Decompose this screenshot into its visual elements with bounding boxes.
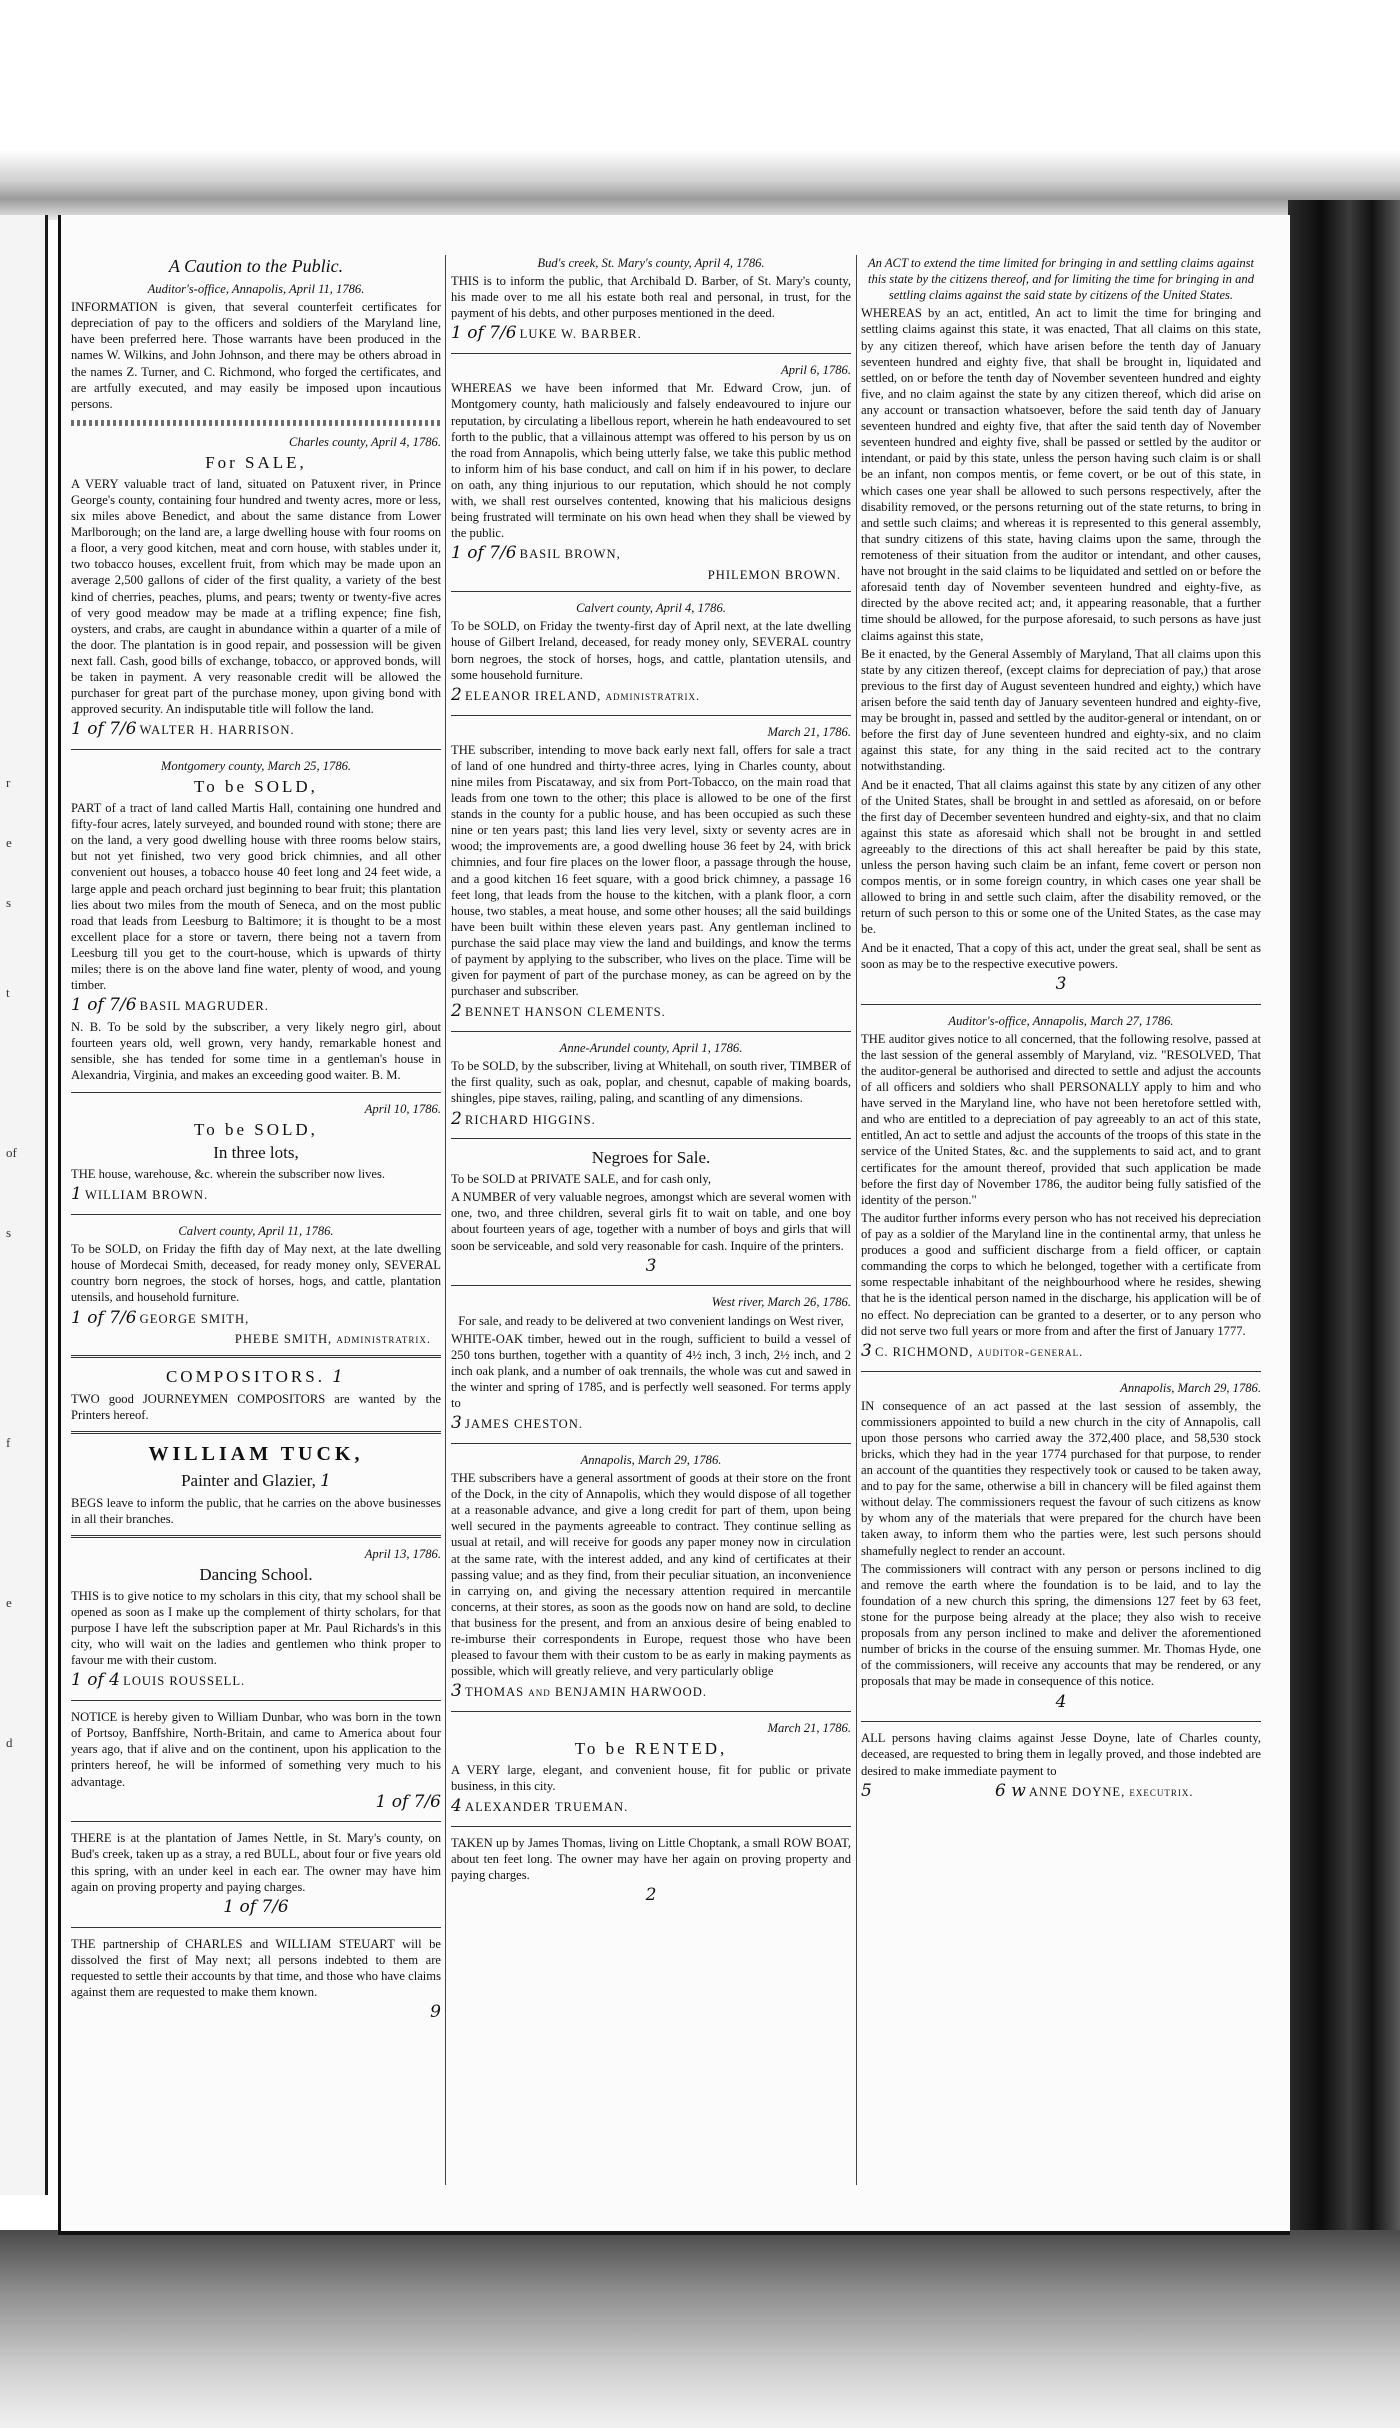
dateline: Anne-Arundel county, April 1, 1786. [559, 1041, 743, 1056]
dateline: Montgomery county, March 25, 1786. [160, 759, 352, 774]
strip-fragment: e [6, 1595, 12, 1610]
dateline: Annapolis, March 29, 1786. [1120, 1380, 1261, 1395]
strip-fragment: s [6, 1225, 12, 1240]
white-oak-ad [451, 1294, 851, 1435]
signature: GEORGE SMITH, [139, 1311, 250, 1326]
rule [451, 1443, 851, 1444]
scan-bottom-margin [0, 2230, 1400, 2428]
handwritten-mark: 2 [451, 1108, 462, 1129]
ad-body: PART of a tract of land called Martis Hall, containing one hundred and fifty-four acres, lately surveyed, and bounded round with stone; there are on the land, a very good dwelling house with three rooms below stairs, but not yet finished, two very good brick chimnies, and all other convenient out houses, a tobacco house 40 feet long and 24 feet wide, a large apple and peach orchard just beginning to bear fruit; this plantation lies about two miles from the mouth of Seneca, and on the most public road that leads from Leesburg to Baltimore; it is thought to be a most excellent place for a store or tavern, there being not a tavern from Leesburg till you get to the court-house, which is upwards of thirty miles; there is on the above land fine water, plenty of wood, and young timber. [71, 801, 441, 993]
signature: THOMAS and BENJAMIN HARWOOD. [464, 1685, 707, 1700]
double-rule [71, 1535, 441, 1538]
notice-body: The auditor further informs every person who has not received his depreciation of pay as a soldier of the Maryland line in the continental army, that unless he produces a good and sufficient discharge from a field officer, or captain commanding the corps to which he belonged, together with a certificate from some respectable inhabitant of the neighbourhood where he resides, shewing that he is the identical person named in the discharge, his application will be of no effect. No depreciation can be granted to a deserter, or to any person who did not serve two full years or more from and after the first of January 1777. [861, 1210, 1261, 1338]
signature: BENNET HANSON CLEMENTS. [464, 1005, 666, 1020]
rule [71, 1700, 441, 1701]
dateline: April 6, 1786. [781, 363, 851, 378]
ad-body: THE subscribers have a general assortment of goods at their store on the front of the Dock, in the city of Annapolis, which they would dispose of all together at a reasonable advance, and give a long credit for part of them, upon being well secured in the payments agreeable to contract. They continue selling as usual at retail, and will receive for goods any paper money now in circulation at the same rate, with the interest added, and any kind of certificates at their passing value; and as they find, from their peculiar situation, an inconvenience in carrying on, and giving the necessary attention required in mercantile concerns, at their stores, as soon as the goods now on hand are sold, to decline that business for the present, and from an anxious desire of being enabled to re-imburse their correspondents in Europe, request those who have been pleased to favour them with their custom to be as early in making payments as possible, which will greatly relieve, and very particularly oblige [451, 1471, 851, 1679]
strip-fragment: r [6, 775, 11, 790]
claims-act [861, 255, 1261, 996]
timber-ad [451, 1040, 851, 1130]
rent-ad [451, 1720, 851, 1818]
dateline: West river, March 26, 1786. [711, 1295, 851, 1310]
signature: PHEBE SMITH, administratrix. [234, 1332, 431, 1347]
ad-subheading: In three lots, [213, 1143, 299, 1163]
handwritten-mark: 1 [332, 1367, 347, 1388]
stray-bull-notice [71, 1830, 441, 1918]
dateline: April 13, 1786. [364, 1546, 441, 1561]
column-rule [856, 255, 857, 2185]
dateline: Annapolis, March 29, 1786. [580, 1452, 722, 1467]
act-clause: And be it enacted, That a copy of this act, under the great seal, shall be sent as soon as may be to the respective executive powers. [861, 940, 1261, 971]
dateline: Auditor's-office, Annapolis, March 27, 1786. [948, 1013, 1174, 1028]
ad-heading: WILLIAM TUCK, [148, 1443, 364, 1466]
ad-body: TAKEN up by James Thomas, living on Little Choptank, a small ROW BOAT, about ten feet long. The owner may have her again on proving property and paying charges. [451, 1836, 851, 1883]
act-clause: And be it enacted, That all claims against this state by any citizen of any other of the United States, shall be brought in and settled as aforesaid, on or before the first day of December seventeen hundred and eighty-six, and that no claim against this state as aforesaid which shall not be brought in and settled agreeably to the directions of this act shall hereafter be paid by this state, unless the person having such claim be an infant, feme covert or person non compos mentis, or in some foreign country, in which cases one year shall be allowed to bring in and settle such claim, after the disability removed, or the return of such person to this or some one of the United States, as the case may be. [861, 777, 1261, 937]
double-rule [71, 1431, 441, 1434]
handwritten-mark: 6 w [994, 1780, 1026, 1801]
scan-shadow [0, 150, 1400, 220]
signature: WALTER H. HARRISON. [139, 723, 295, 738]
column-rule [445, 255, 446, 2185]
clements-ad [451, 724, 851, 1024]
notice-body: ALL persons having claims against Jesse Doyne, late of Charles county, deceased, are requested to bring them in legally proved, and those indebted are desired to make immediate payment to [861, 1731, 1261, 1778]
caution-title: A Caution to the Public. [168, 256, 344, 276]
ad-body: A NUMBER of very valuable negroes, amongst which are several women with one, two, and three children, several girls fit to wait on table, and one boy about fourteen years of age, together with a number of boys and girls that will soon be serviceable, and sold very reasonable for cash. Inquire of the printers. [451, 1190, 851, 1253]
handwritten-mark: 3 [861, 1340, 872, 1361]
signature: PHILEMON BROWN. [707, 568, 841, 583]
land-for-sale-ad [71, 434, 441, 741]
ad-body: BEGS leave to inform the public, that he carries on the above businesses in all their branches. [71, 1495, 441, 1526]
handwritten-mark: 9 [430, 2002, 441, 2022]
handwritten-mark: 3 [451, 1413, 462, 1434]
rule [71, 1214, 441, 1215]
handwritten-mark: 1 of 7/6 [71, 1307, 137, 1328]
notice-body: INFORMATION is given, that several counterfeit certificates for depreciation of pay to the officers and soldiers of the Maryland line, have been preferred here. Those warrants have been produced in the names W. Wilkins, and John Johnson, and there may be others abroad in the names Z. Turner, and C. Richmond, who forged the certificates, and are artfully executed, and may easily be imposed upon incautious persons. [71, 300, 441, 411]
double-rule [71, 1355, 441, 1358]
rule [451, 1826, 851, 1827]
handwritten-mark: 4 [1055, 1691, 1067, 1712]
handwritten-mark: 4 [451, 1796, 462, 1817]
notice-body: IN consequence of an act passed at the last session of assembly, the commissioners appointed to build a new church in the city of Annapolis, call upon those persons who carried away the 372,400 place, and 58,530 stock bricks, which they had in the year 1774 purchased for that purpose, to render an account of the quantities they respectively took or caused to be taken away, and to pay for the same, otherwise a bill in chancery will be filed against them without delay. The commissioners request the favour of such citizens as know by whom any of the materials that were prepared for the church have been taken away, to inform them who the parties were, lest such persons should shamefully neglect to render an account. [861, 1398, 1261, 1558]
ad-heading: To be SOLD, [194, 1119, 318, 1139]
ad-heading: To be RENTED, [574, 1739, 728, 1759]
handwritten-mark: 5 [861, 1780, 872, 1801]
rule [451, 1285, 851, 1286]
partnership-notice [71, 1936, 441, 2024]
rule [71, 1821, 441, 1822]
book-binding [1288, 200, 1400, 2230]
ad-body: THIS is to give notice to my scholars in this city, that my school shall be opened as soon as I make up the complement of thirty scholars, for that purpose I have left the subscription paper at Mr. Paul Richards's in this city, who will wait on the ladies and gentlemen who think proper to favour me with their custom. [71, 1588, 441, 1668]
strip-fragment: t [6, 985, 10, 1000]
auditor-notice [861, 1013, 1261, 1363]
handwritten-mark: 1 [71, 1184, 82, 1205]
handwritten-mark: 1 of 7/6 [451, 543, 517, 564]
ad-heading: To be SOLD, [194, 777, 318, 797]
ad-body: WHITE-OAK timber, hewed out in the rough, sufficient to build a vessel of 250 tons burthen, together with a quantity of 4½ inch, 3 inch, 2½ inch, and 2 inch oak plank, and a number of oak trennails, the whole was cut and sawed in the winter and spring of 1785, and is perfectly well seasoned. For terms apply to [451, 1331, 851, 1411]
signature: WILLIAM BROWN. [84, 1188, 209, 1203]
dateline: Calvert county, April 4, 1786. [576, 601, 726, 616]
ad-body: THE partnership of CHARLES and WILLIAM STEUART will be dissolved the first of May next; all persons indebted to them are requested to settle their accounts by that time, and those who have claims against them are requested to make them known. [71, 1936, 441, 1999]
ad-body: THE subscriber, intending to move back early next fall, offers for sale a tract of land of one hundred and thirty-three acres, lying in Charles county, about nine miles from Piscataway, and six from Port-Tobacco, on the main road that leads from one town to the other; this place is allowed to be one of the first stands in the county for a public house, and has been occupied as such these nine or ten years past; this land lies very level, sixty or seventy acres are in wood; the improvements are, a good dwelling house 36 feet by 24, with brick chimnies, and four fire places on the lower floor, a passage through the house, and a good kitchen 16 feet square, with a good brick chimney, a passage 16 feet long, that leads from the house to the kitchen, with a plank floor, a corn house, two stables, a meat house, and some other houses; all the said buildings have been built within these eleven years past. Any gentleman inclined to purchase the said place may view the land and buildings, and know the terms of payment by applying to the subscriber, who lives on the place. Time will be given for payment of part of the purchase money, as can be agreed on by the purchaser and subscriber. [451, 742, 851, 999]
ad-heading: For SALE, [205, 453, 307, 473]
strip-fragment: d [6, 1735, 13, 1750]
handwritten-mark: 1 of 7/6 [71, 719, 137, 740]
ad-body: To be SOLD, on Friday the twenty-first day of April next, at the late dwelling house of Gilbert Ireland, deceased, for ready money only, SEVERAL country born negroes, the stock of horses, hogs, and cattle, plantation utensils, and some household furniture. [451, 619, 851, 682]
negroes-sale-ad [451, 1147, 851, 1277]
notice-body: The commissioners will contract with any person or persons inclined to dig and remove the earth where the foundation is to be laid, and to lay the foundation of a new church this spring, the dimensions 127 feet by 63 feet, stone for the purpose being already at the place; they also wish to receive proposals from any person inclined to make and deliver the aforementioned number of bricks in the course of the ensuing summer. Mr. Thomas Hyde, one of the commissioners, will receive any accounts that may be rendered, or any proposals that may be made in consequence of this notice. [861, 1561, 1261, 1689]
compositors-ad [71, 1366, 441, 1423]
ad-body: TWO good JOURNEYMEN COMPOSITORS are wanted by the Printers hereof. [71, 1392, 441, 1423]
rule [451, 353, 851, 354]
handwritten-mark: 3 [645, 1255, 657, 1276]
handwritten-mark: 1 [320, 1470, 331, 1491]
act-clause: Be it enacted, by the General Assembly of Maryland, That all claims upon this state by any citizen thereof, (except claims for depreciation of pay,) that arose previous to the first day of August seventeen hundred and eighty,) which have arisen before the said tenth day of January seventeen hundred and eighty-five, may be brought in, passed and settled by the auditor-general or intendant, on or before the first day of June seventeen hundred and eighty-six, and no claim against this state, for any thing in the said recited act to the contrary notwithstanding. [861, 646, 1261, 774]
ad-heading: COMPOSITORS. [165, 1367, 325, 1387]
handwritten-mark: 1 of 7/6 [451, 323, 517, 344]
dateline: April 10, 1786. [364, 1101, 441, 1116]
handwritten-mark: 1 of 7/6 [375, 1791, 441, 1812]
doyne-notice [861, 1730, 1261, 1802]
church-notice [861, 1380, 1261, 1714]
handwritten-mark: 2 [451, 684, 462, 705]
barber-notice [451, 255, 851, 345]
handwritten-mark: 3 [1055, 973, 1067, 994]
ad-body: THIS is to inform the public, that Archibald D. Barber, of St. Mary's county, his made over to me all his estate both real and personal, in trust, for the payment of his debts, and other purposes mentioned in the deed. [451, 274, 851, 321]
strip-fragment: s [6, 895, 12, 910]
dancing-school-ad [71, 1546, 441, 1692]
act-body: WHEREAS by an act, entitled, An act to limit the time for bringing and settling claims against this state, it was enacted, That all claims on this state, by any citizen thereof, which have arisen before the tenth day of January seventeen hundred and eighty five, that shall be brought in, liquidated and settled, on or before the tenth day of November seventeen hundred and eighty five, and no claim against the state by any citizen thereof, which did arise on any account or transaction whatsoever, before the said tenth day of January seventeen hundred and eighty five, that after the said tenth day of November seventeen hundred and eighty five, shall be passed or settled by the auditor or intendant, or paid by this state, unless the person having such claim is or shall be an infant, non compos mentis, or feme covert, or be out of this state, in which cases one year shall be allowed to such persons respectively, after the disability removed, or the persons returning out of the state returns, to bring in and settle such claims; and whereas it is represented to this general assembly, that sundry citizens of this state, having claims upon the same, through the remoteness of their situation from the auditor or intendant, and other causes, have not brought in the said claims to be liquidated and settled on or before the aforesaid tenth day of November seventeen hundred and eighty-five, as directed by the above recited act; and, it appearing reasonable, that a further time should be allowed, for the purpose aforesaid, to such persons as have just claims against this state, [861, 306, 1261, 643]
ad-body: THE house, warehouse, &c. wherein the subscriber now lives. [71, 1167, 386, 1182]
strip-fragment: f [6, 1435, 11, 1450]
strip-fragment: of [6, 1145, 17, 1160]
column-1 [71, 255, 441, 2032]
rule [71, 749, 441, 750]
rule [861, 1371, 1261, 1372]
tuck-ad [71, 1442, 441, 1527]
ad-note: N. B. To be sold by the subscriber, a very likely negro girl, about fourteen years old, well grown, very handy, remarkable honest and sensible, she has tended for some time in a gentleman's house in Alexandria, Virginia, and makes an exceeding good waiter. B. M. [71, 1020, 441, 1083]
ireland-estate-ad [451, 600, 851, 706]
dateline: March 21, 1786. [767, 1721, 851, 1736]
notice-body: THE auditor gives notice to all concerned, that the following resolve, passed at the last session of the general assembly of Maryland, viz. "RESOLVED, That the auditor-general be authorised and directed to settle and adjust the accounts of all officers and soldiers who shall PERSONALLY apply to him and who have served in the Maryland line, who have not been heretofore settled with, and who are entitled to a depreciation of pay agreeably to an act of this state, entitled, An act to settle and adjust the accounts of the troops of this state in the service of the United States, &c. and the supplements to said act, and to grant certificates for the amount thereof, provided that such application be made before the first day of November 1786, the auditor being fully satisfied of the identity of the person." [861, 1031, 1261, 1207]
rule [451, 1031, 851, 1032]
ad-body: A VERY large, elegant, and convenient house, fit for public or private business, in this city. [451, 1763, 851, 1794]
ad-heading: Negroes for Sale. [591, 1148, 711, 1168]
signature: C. RICHMOND, auditor-general. [874, 1344, 1084, 1359]
ad-heading: Dancing School. [199, 1565, 313, 1585]
rule [451, 1138, 851, 1139]
strip-fragment: e [6, 835, 12, 850]
rule [71, 1927, 441, 1928]
ad-body: A VERY valuable tract of land, situated on Patuxent river, in Prince George's county, containing four hundred and twenty acres, more or less, six miles above Benedict, and about the same distance from Lower Marlborough; on the land are, a large dwelling house with four rooms on a floor, a very good kitchen, meat and corn house, with stables under it, two tobacco houses, excellent fruit, from which may be made upon an average 2,500 gallons of cider of the first quality, a variety of the best kind of cherries, peaches, plums, and pears; twenty or twenty-five acres of very good meadow may be made at a trifling expence; fine fish, oysters, and crabs, are caught in abundance within a quarter of a mile of the door. The plantation is in good repair, and possession will be given next fall. Cash, good bills of exchange, tobacco, or approved bonds, will be taken in payment. A very reasonable credit will be allowed the purchaser for great part of the purchase money, upon giving bond with approved security. An indisputable title will follow the land. [71, 476, 441, 717]
handwritten-mark: 3 [451, 1681, 462, 1702]
rule [451, 1711, 851, 1712]
handwritten-mark: 2 [645, 1885, 657, 1906]
previous-page-strip [0, 215, 48, 2195]
act-title: An ACT to extend the time limited for bringing in and settling claims against this state by the citizens thereof, and for limiting the time for bringing in and settling claims against the said state by citizens of the United States. [867, 256, 1255, 303]
handwritten-mark: 2 [451, 1001, 462, 1022]
rule [451, 591, 851, 592]
ad-body: THERE is at the plantation of James Nettle, in St. Mary's county, on Bud's creek, taken up as a stray, a red BULL, about four or five years old this spring, with an under keel in each ear. The owner may have him again on proving property and paying charges. [71, 1831, 441, 1894]
column-3 [861, 255, 1261, 1810]
ad-body: NOTICE is hereby given to William Dunbar, who was born in the town of Portsoy, Banffshire, North-Britain, and came to America about four years ago, that if alive and on the continent, upon his application to the printers hereof, he will be informed of something very much to his advantage. [71, 1710, 441, 1789]
ad-body: To be SOLD, by the subscriber, living at Whitehall, on south river, TIMBER of the first quality, such as oak, poplar, and chesnut, capable of making boards, shingles, pipe staves, railing, paling, and scantling of any dimensions. [451, 1059, 851, 1106]
handwritten-mark: 1 of 4 [71, 1670, 120, 1691]
dateline: Calvert county, April 11, 1786. [178, 1223, 334, 1238]
handwritten-mark: 1 of 7/6 [223, 1896, 289, 1917]
ad-subheading: Painter and Glazier, [181, 1470, 316, 1490]
dateline: March 21, 1786. [767, 724, 851, 739]
row-boat-notice [451, 1835, 851, 1907]
ad-body: WHEREAS we have been informed that Mr. Edward Crow, jun. of Montgomery county, hath maliciously and falsely endeavoured to injure our reputation, by circulating a libellous report, wherein he hath endeavoured to set forth to the public, that a villainous attempt was offered to his person by us on the road from Annapolis, which being utterly false, we take this public method to inform him of his base conduct, and call on him if in his power, to declare on oath, any thing injurious to our reputation, which should he not comply with, we shall rest ourselves contented, knowing that his malicious designs being frustrated will terminate on his own head when they shall be viewed by the public. [451, 381, 851, 541]
ad-intro: For sale, and ready to be delivered at two convenient landings on West river, [458, 1313, 844, 1328]
crow-notice [451, 362, 851, 583]
martis-hall-ad [71, 758, 441, 1083]
signature: LOUIS ROUSSELL. [123, 1674, 246, 1689]
dateline: Auditor's-office, Annapolis, April 11, 1786. [147, 282, 365, 297]
ornamental-rule [71, 420, 441, 426]
column-2 [451, 255, 851, 1915]
ad-body: To be SOLD, on Friday the fifth day of May next, at the late dwelling house of Mordecai Smith, deceased, for ready money only, SEVERAL country born negroes, the stock of horses, hogs, and cattle, plantation utensils, and household furniture. [71, 1242, 441, 1305]
smith-estate-ad [71, 1223, 441, 1347]
signature: RICHARD HIGGINS. [464, 1112, 596, 1127]
rule [861, 1004, 1261, 1005]
signature: ELEANOR IRELAND, administratrix. [464, 688, 701, 703]
signature: LUKE W. BARBER. [519, 327, 642, 342]
ad-subheading: To be SOLD at PRIVATE SALE, and for cash only, [451, 1172, 712, 1187]
handwritten-mark: 1 of 7/6 [71, 995, 137, 1016]
newspaper-page [58, 215, 1290, 2235]
rule [71, 1092, 441, 1093]
harwood-ad [451, 1452, 851, 1703]
caution-notice [71, 255, 441, 412]
rule [451, 715, 851, 716]
signature: BASIL MAGRUDER. [139, 999, 269, 1014]
signature: ALEXANDER TRUEMAN. [464, 1800, 629, 1815]
rule [861, 1721, 1261, 1722]
dateline: Bud's creek, St. Mary's county, April 4, 1786. [537, 256, 765, 270]
dunbar-notice [71, 1709, 441, 1813]
signature: ANNE DOYNE, executrix. [1028, 1784, 1194, 1799]
signature: JAMES CHESTON. [464, 1417, 584, 1432]
three-lots-ad [71, 1101, 441, 1206]
signature: BASIL BROWN, [519, 547, 621, 562]
dateline: Charles county, April 4, 1786. [289, 434, 441, 449]
